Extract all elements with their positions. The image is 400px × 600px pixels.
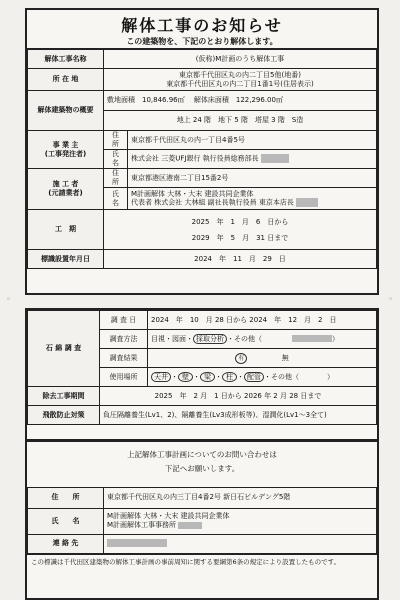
contractor-name-2: 代表者 株式会社 大林組 副社長執行役員 東京本店長 <box>131 198 294 207</box>
mount-bolt-icon: ◦ <box>388 295 394 305</box>
label-asbestos: 石 綿 調 査 <box>28 311 100 387</box>
method-visual: 目視・図面・ <box>151 334 193 343</box>
part-other: ・その他（ ） <box>264 372 334 381</box>
row-usage-location: 使用場所 天井 ・ 壁 ・ 梁 ・ 柱 ・ 配管 ・その他（ ） <box>28 368 377 387</box>
period-end: 2029 年 5 月 31 日まで <box>191 233 289 242</box>
row-survey-date <box>28 311 377 330</box>
label-location: 所 在 地 <box>28 69 104 91</box>
contact-table <box>27 488 377 554</box>
row-location <box>28 69 377 91</box>
contact-tel-label: 連 絡 先 <box>28 534 104 553</box>
contractor-name-1: M計画解体 大林・大末 建設共同企業体 <box>131 189 254 198</box>
label-contractor-sub: (元請業者) <box>48 189 83 197</box>
contractor-address-label: 住 所 <box>104 169 128 188</box>
location-line-1: 東京都千代田区丸の内二丁目5他(地番) <box>179 70 301 79</box>
part-ceiling: 天井 <box>151 372 171 383</box>
removal-period: 2025 年 2 月 1 日から 2026 年 2 月 28 日まで <box>100 387 377 406</box>
redacted-tel-block <box>107 539 167 547</box>
value-project-name: (仮称)M計画のうち解体工事 <box>104 50 377 69</box>
period-start: 2025 年 1 月 6 日から <box>191 217 289 226</box>
row-scatter-prevention <box>28 406 377 425</box>
notice-table <box>27 49 377 269</box>
notice-header <box>27 10 377 49</box>
label-client-sub: (工事発注者) <box>44 149 87 158</box>
label-sign-date: 標識設置年月日 <box>28 250 104 269</box>
contractor-address: 東京都港区港南二丁目15番2号 <box>128 169 377 188</box>
site-area: 敷地面積 10,846.96㎡ <box>107 96 185 105</box>
asbestos-survey-board <box>25 308 379 441</box>
client-address: 東京都千代田区丸の内一丁目4番5号 <box>128 131 377 150</box>
contact-intro-line-1: 上記解体工事計画についてのお問い合わせは <box>127 450 277 459</box>
survey-date: 2024 年 10 月 28 日から 2024 年 12 月 2 日 <box>148 311 377 330</box>
client-address-label: 住 所 <box>104 131 128 150</box>
scatter-prevention: 負圧隔離養生(Lv1、2)、隔離養生(Lv3成形板等)、湿潤化(Lv1～3全て) <box>100 406 377 425</box>
row-contractor-address <box>28 169 377 188</box>
building-floors: 地上 24 階 地下 5 階 塔屋 3 階 S造 <box>104 111 377 131</box>
contact-board <box>25 440 379 600</box>
contact-name-2: M計画解体工事事務所 <box>107 521 177 529</box>
contractor-name-label: 氏 名 <box>104 188 128 210</box>
label-contractor: 施 工 者 <box>52 180 79 189</box>
label-project-name: 解体工事名称 <box>28 50 104 69</box>
result-no: 無 <box>281 353 289 362</box>
asbestos-table <box>27 310 377 425</box>
label-client: 事 業 主 <box>52 140 79 149</box>
client-name-label: 氏 名 <box>104 150 128 169</box>
notice-title: 解体工事のお知らせ <box>121 16 283 35</box>
survey-method-label: 調査方法 <box>100 330 148 349</box>
survey-result-label: 調査結果 <box>100 349 148 368</box>
redacted-contractor-block <box>296 198 318 207</box>
survey-date-label: 調 査 日 <box>100 311 148 330</box>
floor-area: 解体床面積 122,296.00㎡ <box>193 96 283 105</box>
contact-intro-line-2: 下記へお願いします。 <box>164 464 240 473</box>
method-other: ・その他（ <box>227 334 262 343</box>
redacted-method-block <box>292 335 332 342</box>
method-other-close: ） <box>332 334 339 343</box>
row-removal-period <box>28 387 377 406</box>
location-line-2: 東京都千代田区丸の内二丁目1番1号(住居表示) <box>166 79 314 88</box>
row-period <box>28 210 377 250</box>
part-piping: 配管 <box>244 372 264 383</box>
contact-intro <box>27 442 377 488</box>
notice-subtitle: この建築物を、下記のとおり解体します。 <box>126 37 278 46</box>
row-project-name <box>28 50 377 69</box>
row-client-address <box>28 131 377 150</box>
label-scatter-prevention: 飛散防止対策 <box>28 406 100 425</box>
label-building: 解体建築物の概要 <box>28 91 104 131</box>
row-building-area <box>28 91 377 111</box>
contact-name-label: 氏 名 <box>28 508 104 534</box>
part-column: 柱 <box>222 372 237 383</box>
mount-bolt-icon: ◦ <box>6 295 12 305</box>
row-contact-tel <box>28 534 377 553</box>
label-period: 工 期 <box>28 210 104 250</box>
regulation-note: この標識は千代田区建築物の解体工事計画の事前周知に関する要綱第6条の規定により設置したものです。 <box>27 554 377 577</box>
client-name: 株式会社 三菱UFJ銀行 執行役員総務部長 <box>131 154 259 163</box>
part-beam: 梁 <box>200 372 215 383</box>
redacted-name-block <box>261 154 289 163</box>
method-sampling-circled: 採取分析 <box>193 334 227 345</box>
contact-address: 東京都千代田区丸の内三丁目4番2号 新日石ビルデング5階 <box>104 488 377 508</box>
result-yes-circled: 有 <box>235 353 247 364</box>
usage-location-label: 使用場所 <box>100 368 148 387</box>
contact-address-label: 住 所 <box>28 488 104 508</box>
demolition-notice-board <box>25 8 379 295</box>
row-contact-name <box>28 508 377 534</box>
row-sign-date <box>28 250 377 269</box>
part-wall: 壁 <box>178 372 193 383</box>
value-sign-date: 2024 年 11 月 29 日 <box>104 250 377 269</box>
label-removal-period: 除去工事期間 <box>28 387 100 406</box>
redacted-contact-block <box>178 522 202 529</box>
row-contact-address <box>28 488 377 508</box>
contact-name-1: M計画解体 大林・大末 建設共同企業体 <box>107 512 230 521</box>
